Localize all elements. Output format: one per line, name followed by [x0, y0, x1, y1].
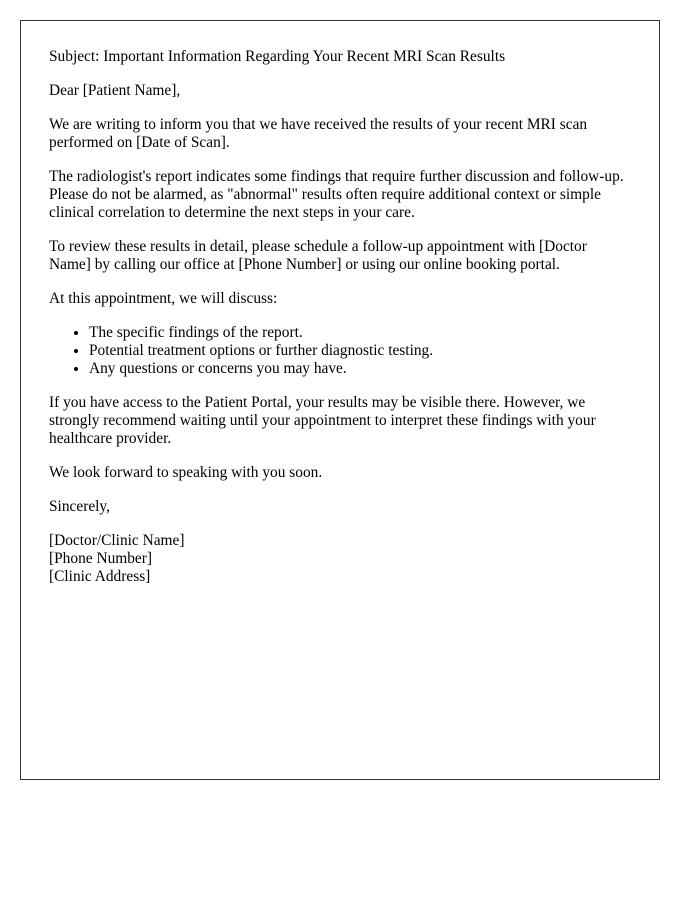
signature-address: [Clinic Address] — [49, 568, 151, 585]
paragraph-closing-remark: We look forward to speaking with you soon. — [49, 464, 323, 481]
list-item: • The specific findings of the report. — [89, 324, 631, 342]
signature-name: [Doctor/Clinic Name] — [49, 532, 185, 549]
discussion-list — [49, 324, 631, 378]
closing: Sincerely, — [49, 498, 110, 515]
list-item: • Any questions or concerns you may have. — [89, 360, 631, 378]
paragraph-schedule: To review these results in detail, please schedule a follow-up appointment with [Doctor Name] by calling our office at [Phone Number] or using our online booking portal. — [49, 238, 587, 273]
paragraph-intro: We are writing to inform you that we have received the results of your recent MRI scan performed on [Date of Scan]. — [49, 116, 588, 151]
greeting: Dear [Patient Name], — [49, 82, 181, 99]
paragraph-portal: If you have access to the Patient Portal, your results may be visible there. However, we strongly recommend waiting until your appointment to interpret these findings with your healthcare provider. — [49, 394, 596, 447]
signature-block — [49, 532, 631, 586]
signature-phone: [Phone Number] — [49, 550, 153, 567]
paragraph-discuss: At this appointment, we will discuss: — [49, 290, 278, 307]
letter-container — [20, 20, 660, 780]
paragraph-findings: The radiologist's report indicates some findings that require further discussion and follow-up. Please do not be alarmed, as "abnormal" results often require additional context or simple clinical correlation to determine the next steps in your care. — [49, 168, 624, 221]
list-item: • Potential treatment options or further diagnostic testing. — [89, 342, 631, 360]
subject-line: Subject: Important Information Regarding Your Recent MRI Scan Results — [49, 48, 506, 65]
